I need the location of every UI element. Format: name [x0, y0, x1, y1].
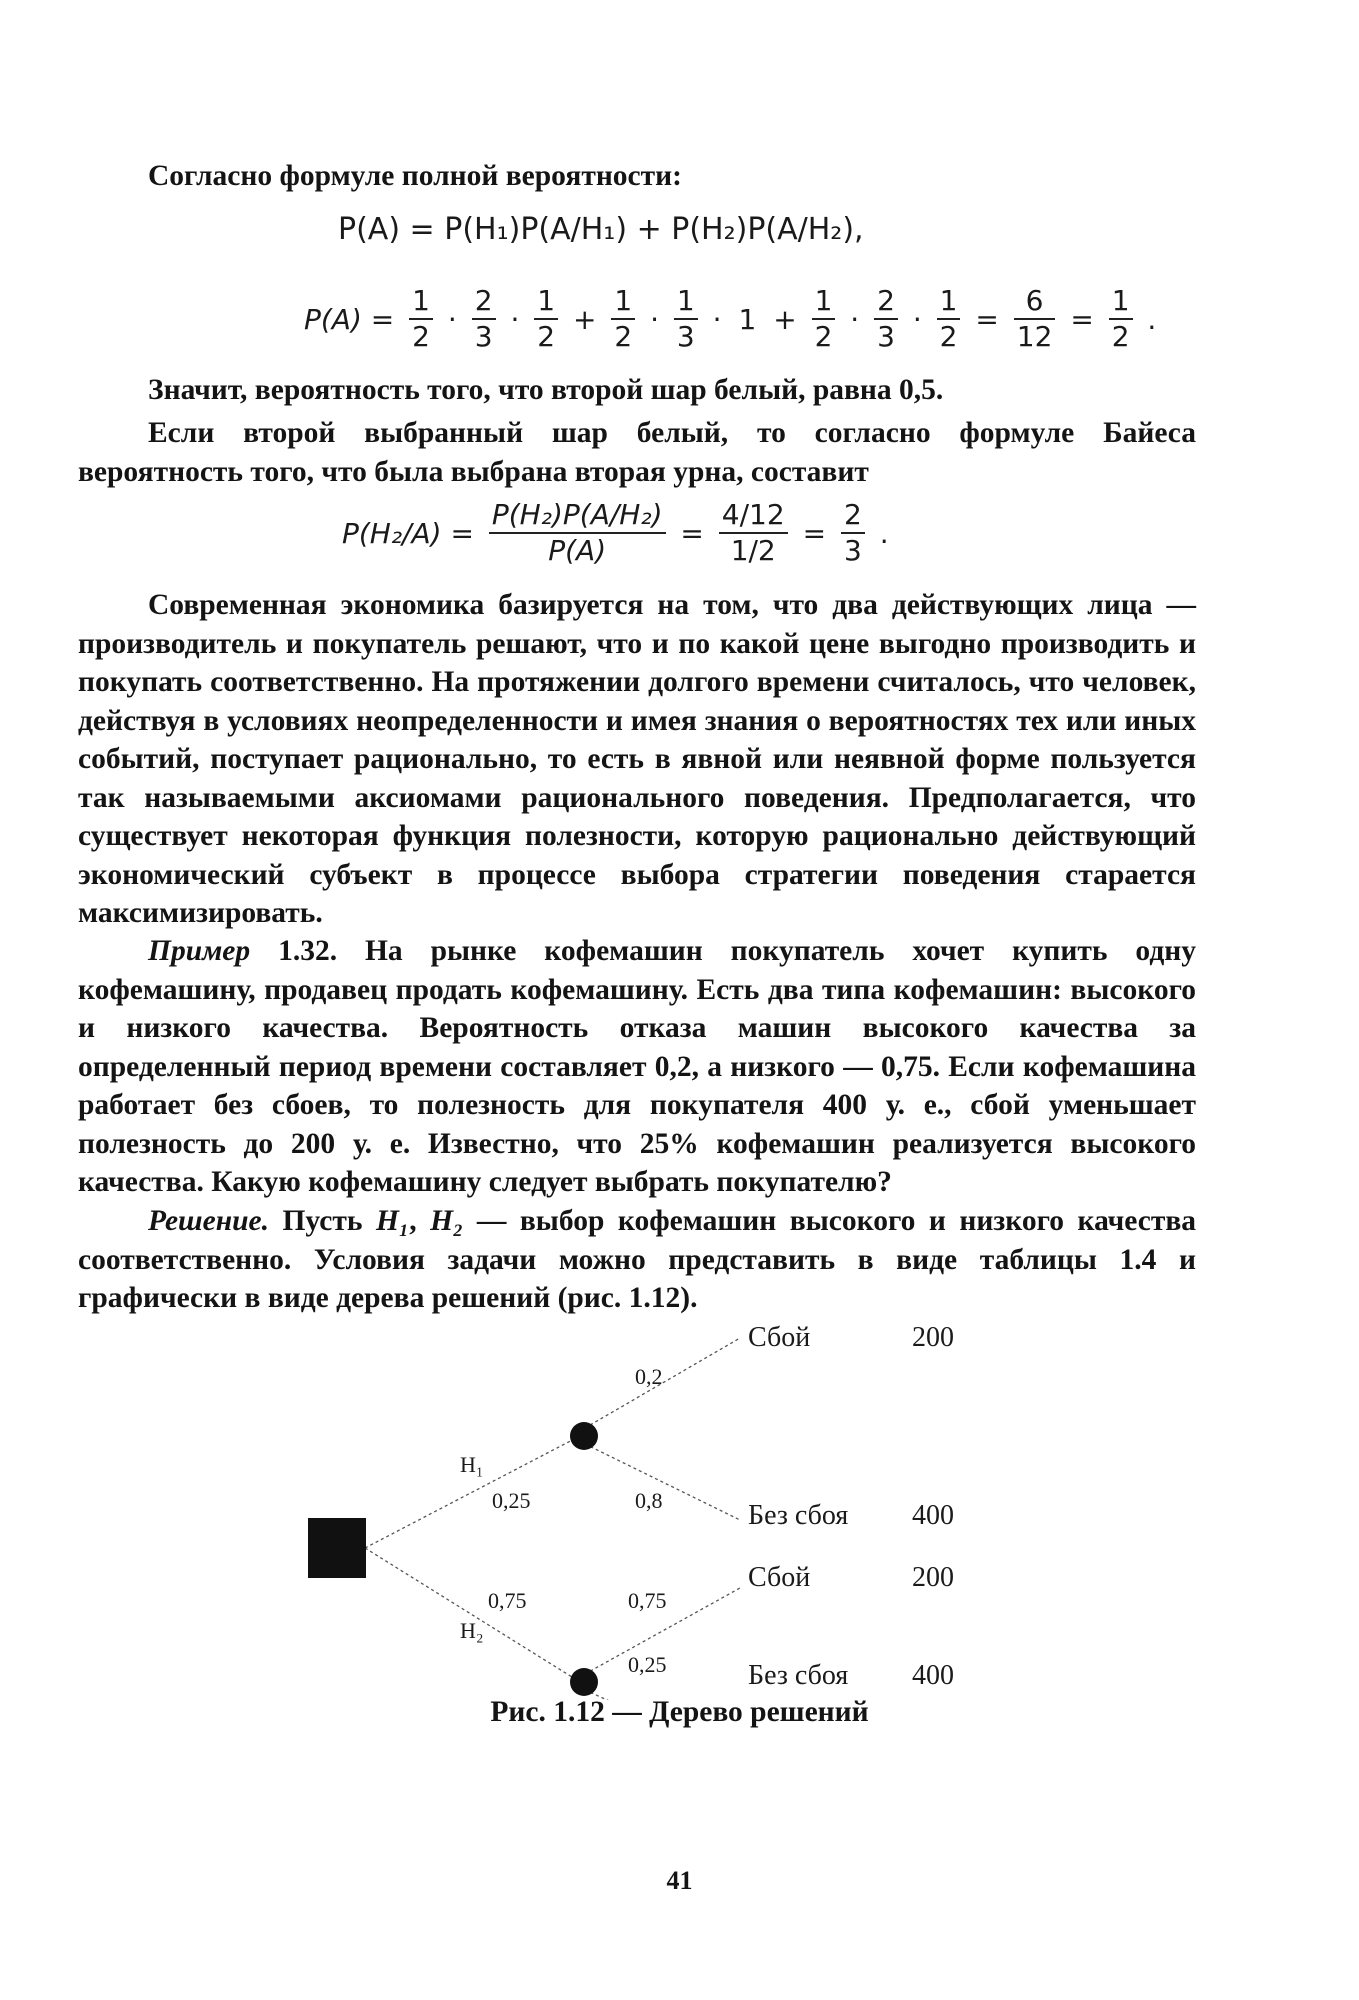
figure-caption: Рис. 1.12 — Дерево решений: [490, 1696, 869, 1728]
solution-label: Решение.: [148, 1205, 269, 1237]
chance-node-h2: [570, 1668, 598, 1696]
prob-label-h2: 0,75: [488, 1588, 527, 1613]
paragraph-economy: Современная экономика базируется на том, что два действующих лица — производитель и покупатель решают, что и по какой цене выгодно производить и покупать соответственно. На протяжении долгого времени считалось, что человек, действуя в условиях неопределенности и имея знания о вероятностях тех или иных событий, поступает рационально, то есть в явной или неявной форме пользуется так называемыми аксиомами рационального поведения. Предполагается, что существует некоторая функция полезности, которую рационально действующий экономический субъект в процессе выбора стратегии поведения старается максимизировать.: [78, 589, 1196, 929]
paragraph-solution: Решение. Пусть H₁, H₂ — выбор кофемашин высокого и низкого качества соответственно. Условия задачи можно представить в виде таблицы 1.4 и графически в виде дерева решений (рис. 1.12).: [78, 1205, 1196, 1314]
fraction: $\frac{1}{2}$: [611, 284, 635, 354]
prob-label-h1: 0,25: [492, 1488, 531, 1513]
fraction: $\frac{6}{12}$: [1014, 284, 1056, 354]
edge-root-h2: [365, 1548, 580, 1682]
leaf-value-ok-low: 400: [912, 1660, 954, 1691]
fraction: $\frac{1}{3}$: [674, 284, 698, 354]
page-number: 41: [666, 1866, 693, 1895]
fraction: $\frac{2}{3}$: [841, 498, 865, 568]
fraction: $\frac{4/12}{1/2}$: [719, 498, 788, 568]
fraction: $\frac{2}{3}$: [472, 284, 496, 354]
calc-lhs: P(A) =: [304, 302, 395, 336]
example-label: Пример: [148, 935, 251, 967]
formula-total-probability: P(A) = P(H₁)P(A/H₁) + P(H₂)P(A/H₂),: [338, 212, 864, 247]
prob-label-ok-low: 0,25: [628, 1652, 667, 1677]
fraction: $\frac{\text{P(H₂)P(A/H₂)}}{P(A)}$: [489, 498, 666, 568]
decision-tree: [280, 1320, 1080, 1700]
decision-node-square: [308, 1518, 366, 1578]
prob-label-fail-low: 0,75: [628, 1588, 667, 1613]
fraction: $\frac{1}{2}$: [812, 284, 836, 354]
fraction: $\frac{1}{2}$: [409, 284, 433, 354]
leaf-label-ok-high: Без сбоя: [748, 1500, 849, 1531]
fraction: $\frac{1}{2}$: [1109, 284, 1133, 354]
fraction: $\frac{1}{2}$: [534, 284, 558, 354]
formula-bayes: P(H₂/A) = $\frac{\text{P(H₂)P(A/H₂)}}{P(A)}$ = $\frac{4/12}{1/2}$ = $\frac{2}{3}$ .: [342, 498, 889, 567]
fraction: $\frac{2}{3}$: [874, 284, 898, 354]
leaf-value-fail-high: 200: [912, 1322, 954, 1353]
leaf-label-fail-low: Сбой: [748, 1562, 811, 1593]
prob-label-ok-high: 0,8: [635, 1488, 663, 1513]
leaf-label-fail-high: Сбой: [748, 1322, 811, 1353]
leaf-label-ok-low: Без сбоя: [748, 1660, 849, 1691]
leaf-value-fail-low: 200: [912, 1562, 954, 1593]
edge-h1-ok: [585, 1444, 740, 1520]
branch-label-h1: H₁: [460, 1452, 484, 1477]
decision-tree-graphic: [280, 1320, 1080, 1700]
leaf-value-ok-high: 400: [912, 1500, 954, 1531]
branch-label-h2: H₂: [460, 1618, 484, 1643]
formula-calculation: P(A) = $\frac{1}{2}$ · $\frac{2}{3}$ · $\frac{1}{2}$ + $\frac{1}{2}$ · $\frac{1}{3}$ · 1 + $\frac{1}{2}$ · $\frac{2}{3}$ · $\frac{1}{2}$ = $\frac{6}{12}$ = $\frac{1}{2}$ .: [300, 284, 1160, 354]
paragraph-white-ball: Значит, вероятность того, что второй шар белый, равна 0,5.: [148, 374, 944, 406]
fraction: $\frac{1}{2}$: [937, 284, 961, 354]
paragraph-example: Пример 1.32. На рынке кофемашин покупатель хочет купить одну кофемашину, продавец продать кофемашину. Есть два типа кофемашин: высокого и низкого качества. Вероятность отказа машин высокого качества за определенный период времени составляет 0,2, а низкого — 0,75. Если кофемашина работает без сбоев, то полезность для покупателя 400 у. е., сбой уменьшает полезность до 200 у. е. Известно, что 25% кофемашин реализуется высокого качества. Какую кофемашину следует выбрать покупателю?: [78, 935, 1196, 1198]
edge-h1-fail: [585, 1338, 740, 1428]
paragraph-bayes-intro: Если второй выбранный шар белый, то согласно формуле Байеса вероятность того, что была выбрана вторая урна, составит: [78, 417, 1196, 488]
prob-label-fail-high: 0,2: [635, 1364, 663, 1389]
intro-line: Согласно формуле полной вероятности:: [148, 160, 682, 192]
chance-node-h1: [570, 1422, 598, 1450]
